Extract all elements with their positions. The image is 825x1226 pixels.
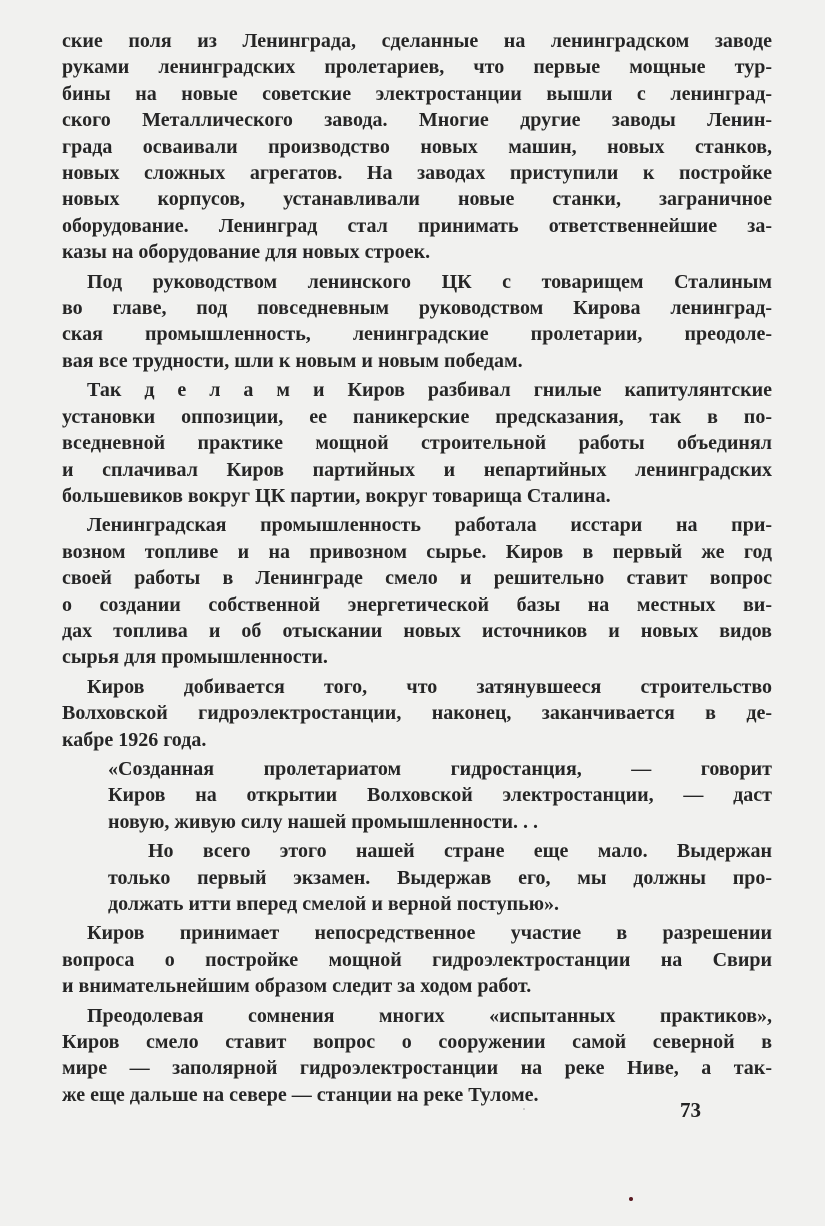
quote-paragraph: [108, 756, 772, 835]
text-line: Волховской гидроэлектростанции, наконец, заканчивается в де-: [62, 702, 772, 725]
text-line: же еще дальше на севере — станции на реке Туломе.: [62, 1083, 539, 1106]
text-line: Так д е л а м и Киров разбивал гнилые капитулянтские: [87, 379, 772, 402]
text-line: Киров принимает непосредственное участие в разрешении: [87, 922, 772, 945]
text-line: установки оппозиции, ее паникерские предсказания, так в по-: [62, 405, 772, 428]
paragraph: [62, 377, 772, 509]
page-body-text: [62, 28, 772, 1111]
text-line: ского Металлического завода. Многие другие заводы Ленин-: [62, 109, 772, 132]
text-line: возном топливе и на привозном сырье. Киров в первый же год: [62, 540, 772, 563]
text-line: бины на новые советские электростанции вышли с ленинград-: [62, 82, 772, 105]
text-line: Киров добивается того, что затянувшееся строительство: [87, 675, 772, 698]
text-line: новых сложных агрегатов. На заводах приступили к постройке: [62, 162, 772, 185]
paragraph: [62, 674, 772, 753]
quote-paragraph: [108, 838, 772, 917]
text-line: и внимательнейшим образом следит за ходом работ.: [62, 975, 532, 998]
text-line: руками ленинградских пролетариев, что первые мощные тур-: [62, 56, 772, 79]
text-line: града осваивали производство новых машин, новых станков,: [62, 135, 772, 158]
text-line: мире — заполярной гидроэлектростанции на реке Ниве, а так-: [62, 1057, 772, 1080]
text-line: новую, живую силу нашей промышленности. . .: [108, 810, 539, 833]
text-line: о создании собственной энергетической базы на местных ви-: [62, 593, 772, 616]
text-line: вопроса о постройке мощной гидроэлектростанции на Свири: [62, 948, 772, 971]
text-line: и сплачивал Киров партийных и непартийных ленинградских: [62, 458, 772, 481]
text-line: новых корпусов, устанавливали новые станки, заграничное: [62, 188, 772, 211]
text-line: только первый экзамен. Выдержав его, мы должны про-: [108, 866, 772, 889]
paragraph: [62, 512, 772, 670]
paragraph: [62, 269, 772, 375]
text-line: казы на оборудование для новых строек.: [62, 241, 431, 264]
text-line: вая все трудности, шли к новым и новым победам.: [62, 349, 523, 372]
text-line: Но всего этого нашей стране еще мало. Выдержан: [148, 840, 772, 863]
text-line: должать итти вперед смелой и верной поступью».: [108, 893, 560, 915]
text-line: дах топлива и об отыскании новых источников и новых видов: [62, 619, 772, 642]
text-line: ские поля из Ленинграда, сделанные на ленинградском заводе: [62, 30, 772, 52]
paragraph: [62, 920, 772, 999]
text-line: оборудование. Ленинград стал принимать ответственнейшие за-: [62, 214, 772, 237]
paragraph: [62, 28, 772, 266]
text-line: Под руководством ленинского ЦК с товарищем Сталиным: [87, 270, 772, 293]
paragraph: [62, 1003, 772, 1109]
scan-speck: [629, 1197, 633, 1201]
text-line: ская промышленность, ленинградские пролетарии, преодоле-: [62, 323, 772, 346]
scan-speck: [523, 1108, 525, 1110]
text-line: сырья для промышленности.: [62, 646, 328, 669]
text-line: кабре 1926 года.: [62, 728, 207, 751]
text-line: вседневной практике мощной строительной работы объединял: [62, 432, 772, 455]
text-line: своей работы в Ленинграде смело и решительно ставит вопрос: [62, 567, 772, 590]
page-number: 73: [680, 1098, 701, 1122]
text-line: во главе, под повседневным руководством Кирова ленинград-: [62, 297, 772, 320]
text-line: Киров смело ставит вопрос о сооружении самой северной в: [62, 1031, 772, 1054]
text-line: Ленинградская промышленность работала исстари на при-: [87, 514, 772, 537]
text-line: большевиков вокруг ЦК партии, вокруг товарища Сталина.: [62, 484, 611, 507]
text-line: Преодолевая сомнения многих «испытанных практиков»,: [87, 1004, 772, 1027]
text-line: «Созданная пролетариатом гидростанция, — говорит: [108, 757, 772, 780]
text-line: Киров на открытии Волховской электростанции, — даст: [108, 784, 772, 807]
